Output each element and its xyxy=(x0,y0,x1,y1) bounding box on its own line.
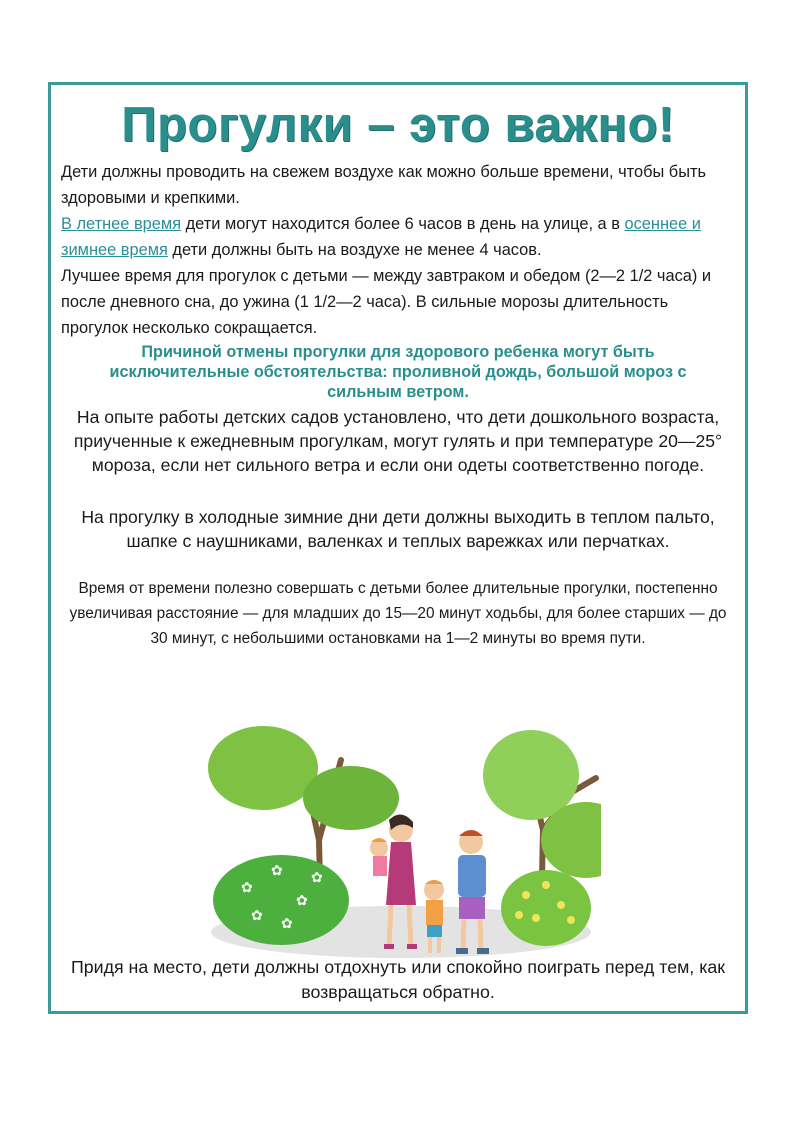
winter-time-link[interactable]: осеннее и зимнее время xyxy=(61,215,701,259)
summer-text: дети могут находится более 6 часов в день на улице, а в xyxy=(181,215,625,233)
best-time-text: Лучшее время для прогулок с детьми — между завтраком и обедом (2—2 1/2 часа) и после дневного сна, до ужина (1 1/2—2 часа). В сильные морозы длительность прогулок несколько сокращается. xyxy=(61,267,712,337)
flower: ✿ xyxy=(241,879,253,895)
poster-frame xyxy=(48,82,748,1014)
svg-text:✿: ✿ xyxy=(281,915,293,931)
page-title: Прогулки – это важно! xyxy=(121,98,675,152)
intro-paragraph xyxy=(61,159,733,341)
cancel-reason-highlight: Причиной отмены прогулки для здорового ребенка могут быть исключительные обстоятельства: проливной дождь, большой мороз с сильным ветром. xyxy=(109,343,687,401)
svg-text:✿: ✿ xyxy=(311,869,323,885)
experience-paragraph: На опыте работы детских садов установлено, что дети дошкольного возраста, приученные к ежедневным прогулкам, могут гулять и при температуре 20—25° мороза, если нет сильного ветра и если они одеты соответственно погоде. xyxy=(73,407,723,475)
winter-text: дети должны быть на воздухе не менее 4 часов. xyxy=(167,241,542,259)
intro-line: Дети должны проводить на свежем воздухе как можно больше времени, чтобы быть здоровыми и крепкими. xyxy=(61,163,707,207)
svg-text:✿: ✿ xyxy=(296,892,308,908)
closing-paragraph: Придя на место, дети должны отдохнуть или спокойно поиграть перед тем, как возвращаться обратно. xyxy=(70,957,726,1002)
svg-text:✿: ✿ xyxy=(271,862,283,878)
clothing-paragraph: На прогулку в холодные зимние дни дети должны выходить в теплом пальто, шапке с наушниками, валенках и теплых варежках или перчатках. xyxy=(81,507,715,551)
longer-walks-paragraph: Время от времени полезно совершать с детьми более длительные прогулки, постепенно увеличивая расстояние — для младших до 15—20 минут ходьбы, для более старших — до 30 минут, с небольшими остановками на 1—2 минуты во время пути. xyxy=(69,580,727,647)
summer-time-link[interactable]: В летнее время xyxy=(61,215,182,233)
svg-text:✿: ✿ xyxy=(251,907,263,923)
left-bush-icon xyxy=(213,855,349,945)
right-bush-icon xyxy=(501,870,591,946)
family-walk-illustration xyxy=(201,670,601,960)
